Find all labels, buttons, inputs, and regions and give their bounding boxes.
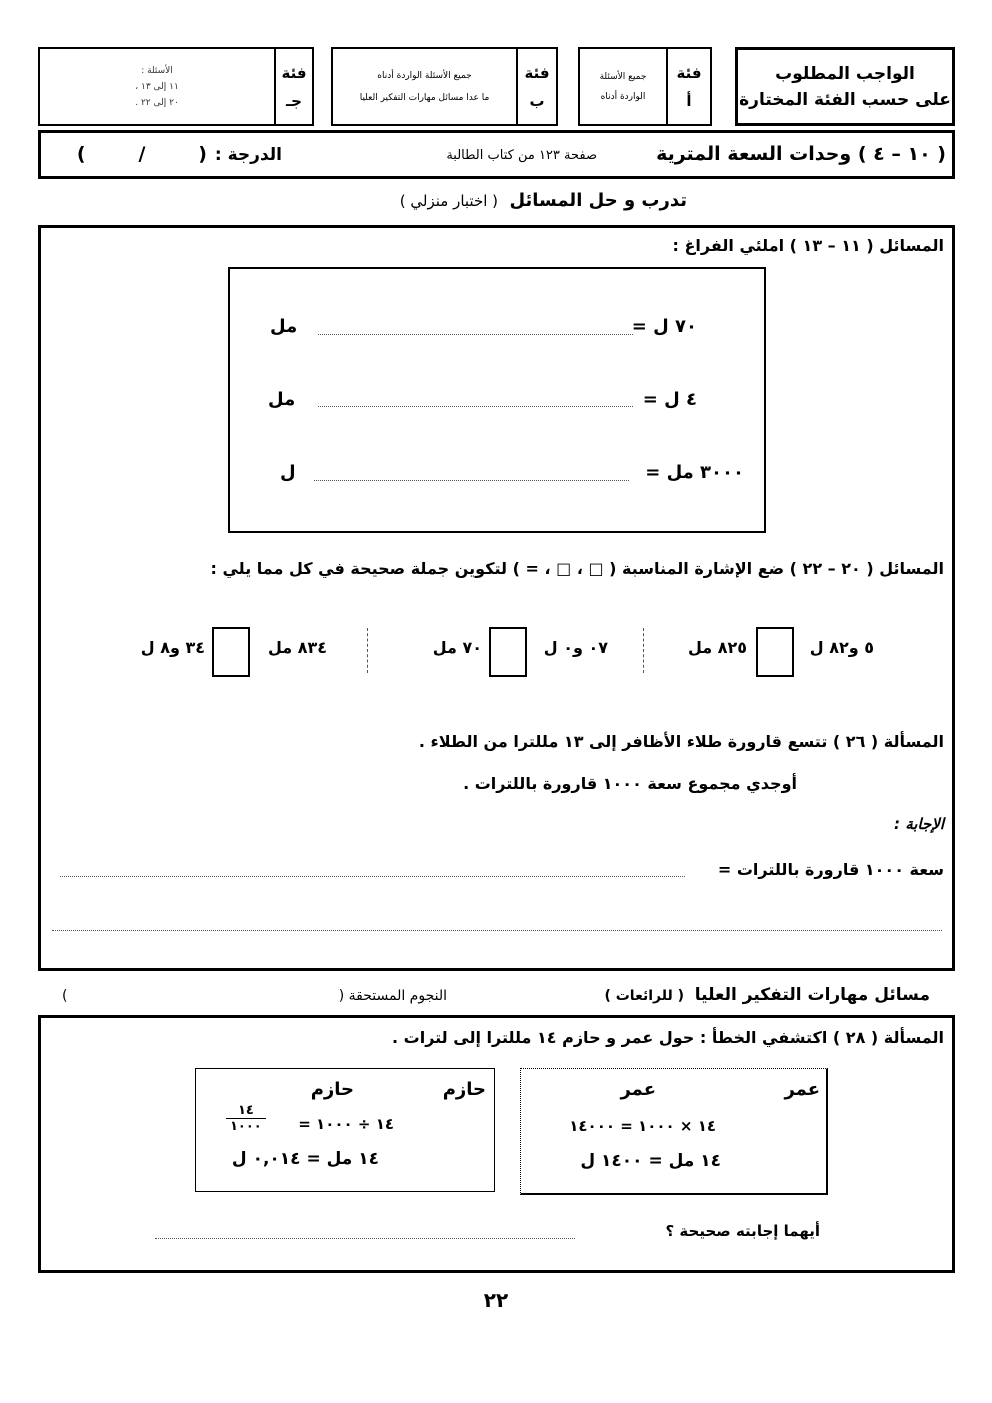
category-label: فئة: [281, 63, 307, 82]
section2-heading: [604, 985, 930, 1005]
divider: [643, 628, 644, 673]
q20-item-a: ٠٧ و٠ ل: [543, 638, 608, 657]
q20-item-b: ٨٢٥ مل: [687, 638, 747, 657]
answer-line[interactable]: [318, 334, 633, 335]
required-line1: الواجب المطلوب: [775, 63, 915, 84]
answer-label: الإجابة :: [893, 815, 944, 833]
category-label: فئة: [676, 63, 702, 82]
divider: [367, 628, 368, 673]
answer-line[interactable]: [318, 406, 633, 407]
page-reference: صفحة ١٢٣ من كتاب الطالبة: [446, 148, 597, 163]
category-b-desc: [331, 47, 518, 126]
category-c: [274, 47, 314, 126]
stars-close: ): [62, 988, 68, 1004]
category-letter: جـ: [286, 91, 302, 110]
answer-line[interactable]: [52, 930, 942, 931]
hazem-name: حازم: [310, 1079, 354, 1100]
hazem-line2: ١٤ مل = ٠,٠١٤ ل: [231, 1149, 379, 1169]
desc-line: ٢٠ إلى ٢٢ .: [135, 97, 179, 108]
hazem-line1: ١٤ ÷ ١٠٠٠ =: [298, 1115, 394, 1133]
numerator: ١٤: [237, 1103, 254, 1118]
q11-left: ٧٠ ل =: [631, 316, 697, 337]
required-line2: على حسب الفئة المختارة: [739, 89, 951, 110]
omar-name: عمر: [620, 1079, 656, 1100]
omar-line1: ١٤ × ١٠٠٠ = ١٤٠٠٠: [569, 1117, 716, 1135]
category-b: [516, 47, 558, 126]
desc-line: جميع الأسئلة الواردة أدناه: [377, 70, 472, 81]
section2-subtitle: ( للرائعات ): [604, 988, 684, 1004]
omar-line2: ١٤ مل = ١٤٠٠ ل: [580, 1151, 721, 1171]
q11-unit: مل: [268, 389, 296, 410]
lesson-title-bar: [38, 130, 955, 179]
q28-title: المسألة ( ٢٨ ) اكتشفي الخطأ : حول عمر و حازم ١٤ مللترا إلى لترات .: [391, 1028, 944, 1047]
section1-subtitle: ( اختبار منزلي ): [399, 192, 499, 210]
section2-title: مسائل مهارات التفكير العليا: [694, 985, 930, 1005]
sign-box[interactable]: [756, 627, 794, 677]
category-letter: أ: [686, 91, 692, 110]
q20-item-b: ٣٤ و٨ ل: [140, 638, 205, 657]
q11-left: ٤ ل =: [642, 389, 697, 410]
hazem-label: حازم: [442, 1079, 486, 1100]
q28-question: أيهما إجابته صحيحة ؟: [665, 1222, 820, 1240]
required-box: [735, 47, 955, 126]
hazem-card: [195, 1068, 495, 1192]
omar-label: عمر: [784, 1079, 820, 1100]
category-label: فئة: [524, 63, 550, 82]
answer-line-label: سعة ١٠٠٠ قارورة باللترات =: [717, 860, 944, 879]
section1-title: تدرب و حل المسائل: [509, 190, 687, 211]
q20-title: المسائل ( ٢٠ – ٢٢ ) ضع الإشارة المناسبة ( □ ، □ ، = ) لتكوين جملة صحيحة في كل مما يلي :: [210, 559, 944, 578]
category-c-desc: [38, 47, 276, 126]
desc-line: ما عدا مسائل مهارات التفكير العليا: [359, 92, 490, 103]
answer-line[interactable]: [314, 480, 629, 481]
q26-line2: أوجدي مجموع سعة ١٠٠٠ قارورة باللترات .: [463, 774, 797, 793]
grade-value: ( / ): [76, 143, 207, 165]
section1-heading: [400, 190, 687, 211]
q26-line1: المسألة ( ٢٦ ) تتسع قارورة طلاء الأظافر إلى ١٣ مللترا من الطلاء .: [418, 732, 944, 751]
category-letter: ب: [529, 91, 545, 110]
stars-label: النجوم المستحقة (: [338, 988, 447, 1004]
q20-item-a: ٨٣٤ مل: [267, 638, 327, 657]
sign-box[interactable]: [212, 627, 250, 677]
sign-box[interactable]: [489, 627, 527, 677]
fraction: [226, 1103, 266, 1134]
q11-unit: مل: [270, 316, 298, 337]
omar-card: [520, 1068, 828, 1195]
denominator: ١٠٠٠: [226, 1118, 266, 1134]
q11-unit: ل: [280, 462, 296, 483]
desc-line: جميع الأسئلة: [599, 71, 647, 82]
answer-line[interactable]: [155, 1238, 575, 1239]
category-a: [666, 47, 712, 126]
desc-line: ١١ إلى ١٣ ،: [135, 81, 179, 92]
category-a-desc: [578, 47, 668, 126]
desc-line: الواردة أدناه: [600, 91, 646, 102]
q11-left: ٣٠٠٠ مل =: [645, 462, 744, 483]
q11-title: المسائل ( ١١ – ١٣ ) املئي الفراغ :: [672, 236, 944, 255]
q20-item-a: ٥ و٨٢ ل: [809, 638, 874, 657]
desc-line: الأسئلة :: [141, 65, 173, 76]
q20-item-b: ٧٠ مل: [432, 638, 482, 657]
grade-label: الدرجة :: [214, 145, 282, 165]
page-number: ٢٢: [483, 1288, 509, 1312]
answer-line[interactable]: [60, 876, 685, 877]
lesson-title: ( ١٠ – ٤ ) وحدات السعة المترية: [656, 143, 946, 165]
